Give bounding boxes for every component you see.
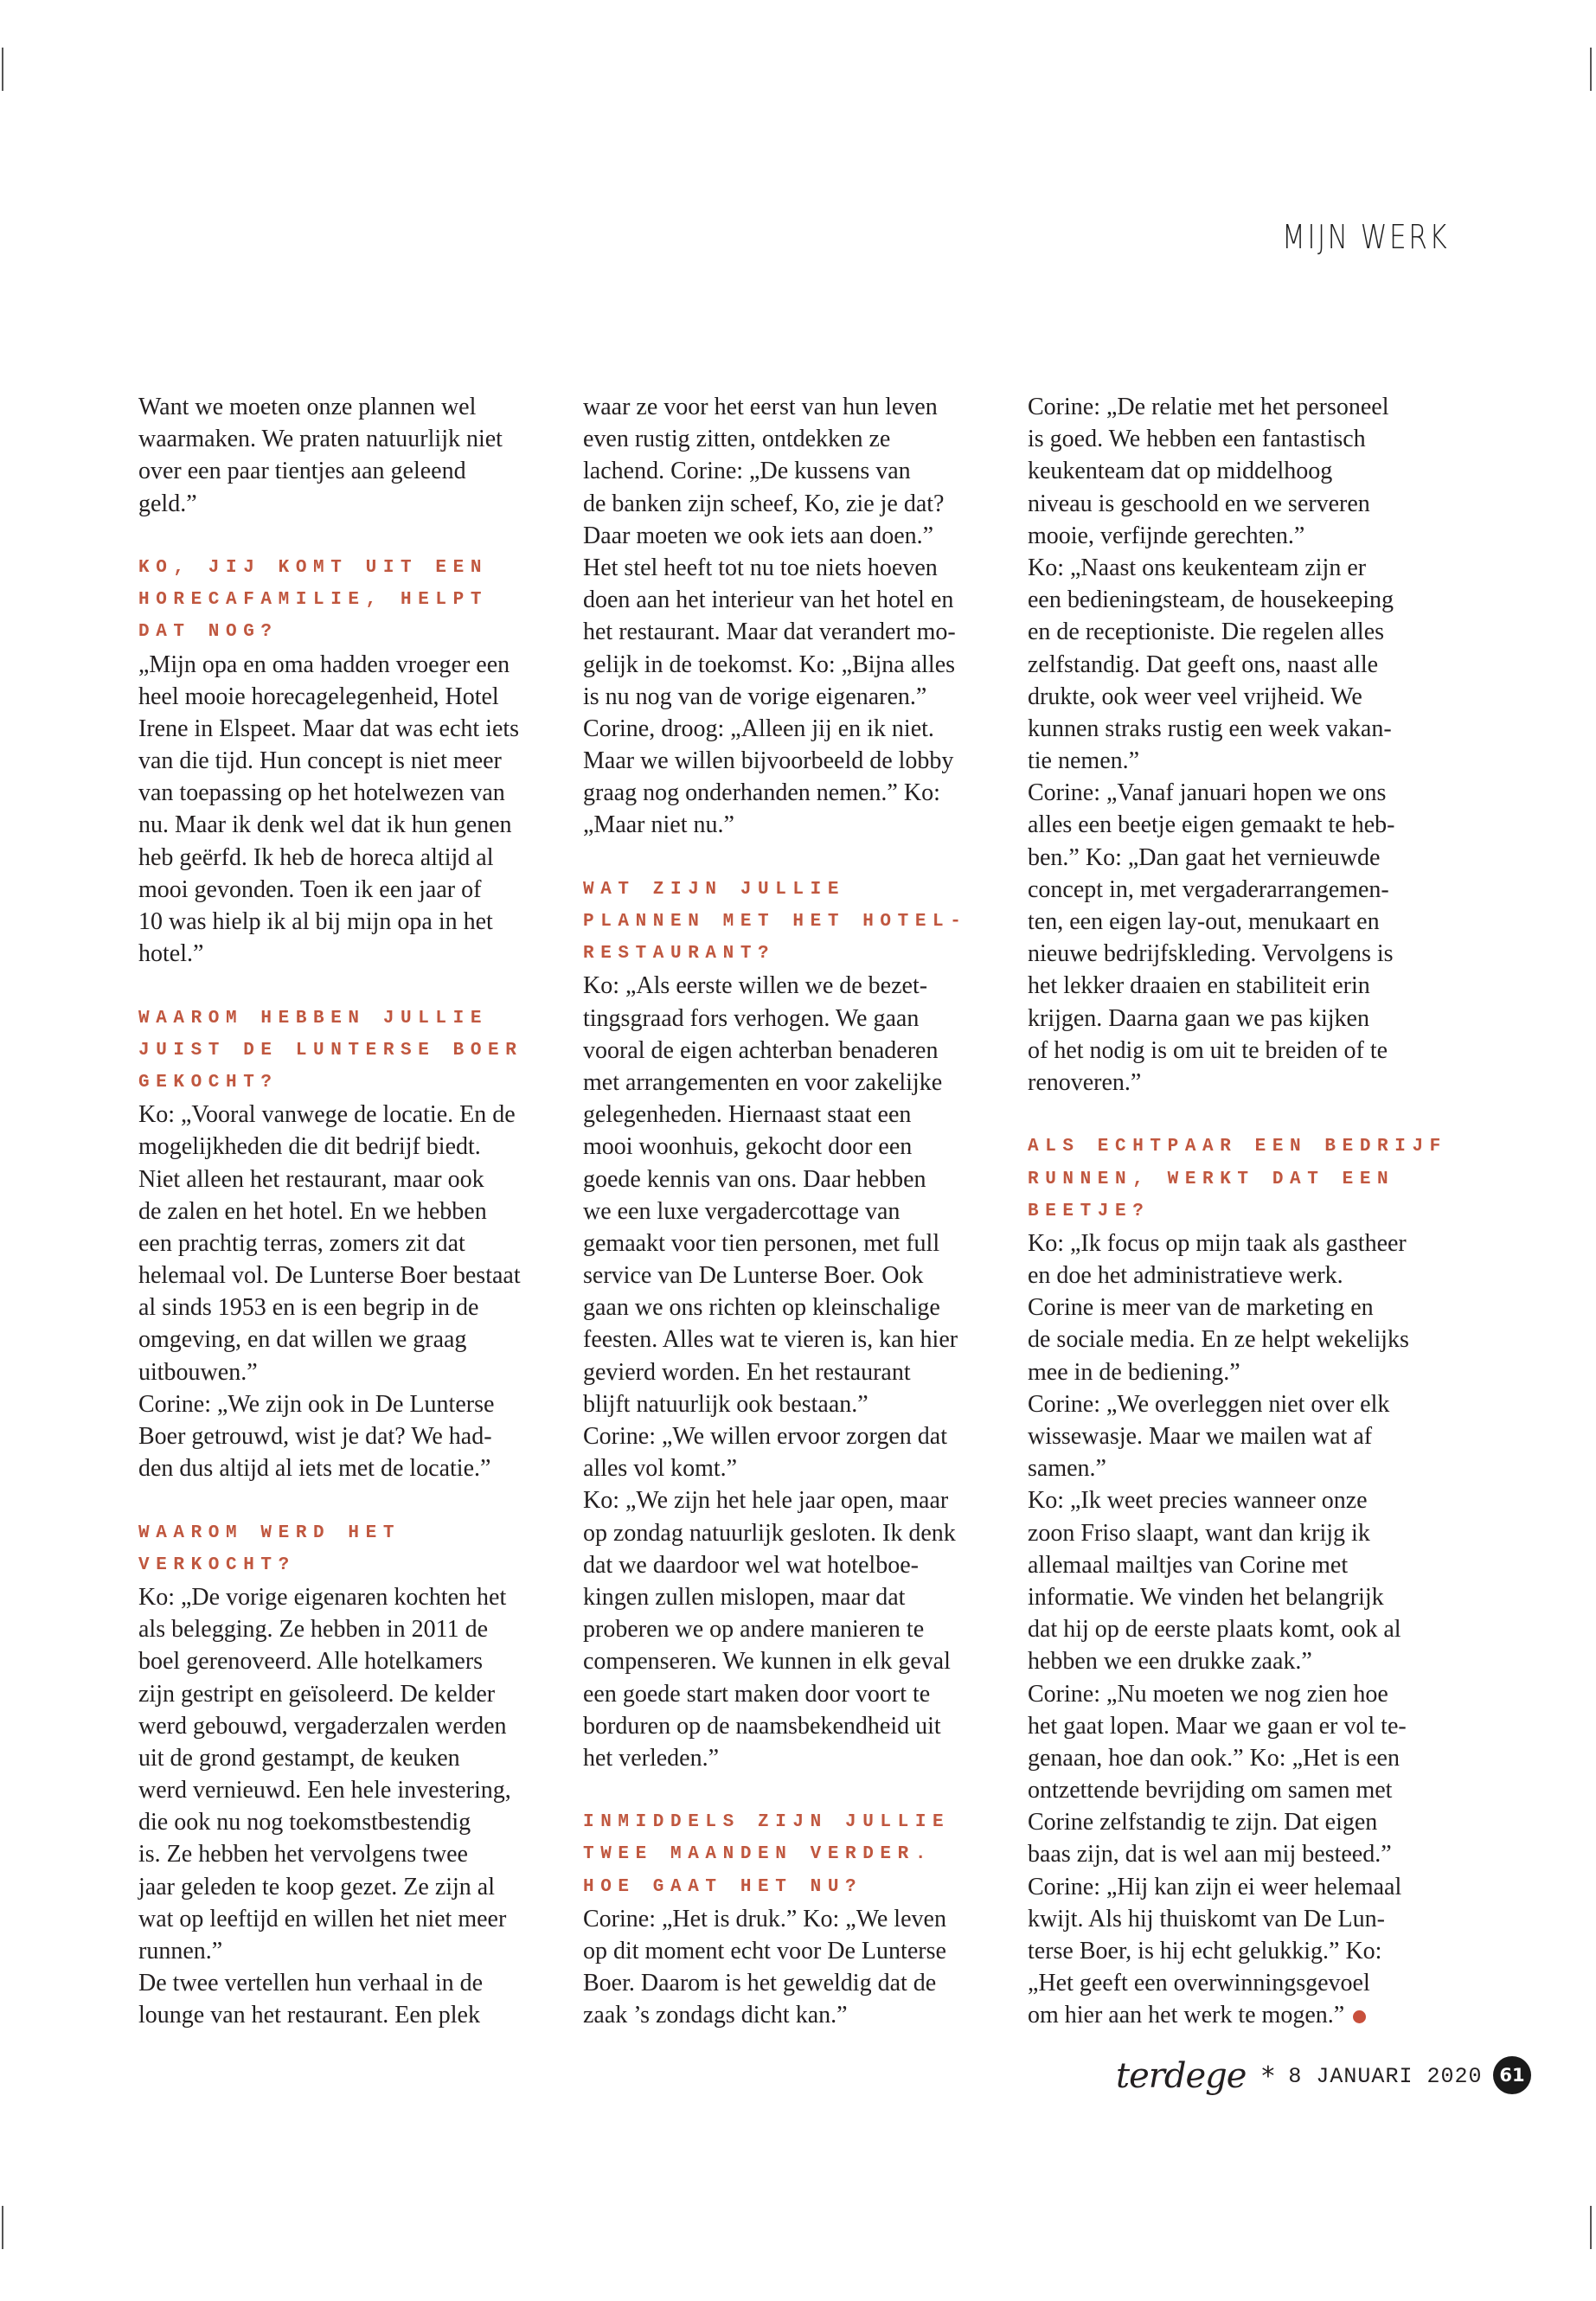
body-text-line [1028, 1774, 1443, 1806]
body-text: Irene in Elspeet. Maar dat was echt iets [138, 715, 520, 742]
body-text-line [138, 1131, 554, 1163]
body-text-line [138, 1871, 554, 1903]
body-text: krijgen. Daarna gaan we pas kijken [1028, 1004, 1369, 1032]
body-text: Ko: „Vooral vanwege de locatie. En de [138, 1101, 516, 1129]
subheading-line: VERKOCHT? [138, 1554, 296, 1575]
body-text: Corine: „Het is druk.” Ko: „We leven [583, 1905, 946, 1932]
body-text: is nu nog van de vorige eigenaren.” [583, 683, 927, 710]
body-text: uit de grond gestampt, de keuken [138, 1744, 460, 1772]
subheading-line: HORECAFAMILIE, HELPT [138, 590, 489, 611]
body-text: graag nog onderhanden nemen.” Ko: [583, 779, 940, 807]
body-text: een prachtig terras, zomers zit dat [138, 1229, 465, 1257]
body-text: mee in de bediening.” [1028, 1358, 1240, 1386]
body-text-line [583, 713, 998, 745]
body-text: dat hij op de eerste plaats komt, ook al [1028, 1616, 1401, 1644]
body-text: we een luxe vergadercottage van [583, 1197, 901, 1225]
subheading-line: INMIDDELS ZIJN JULLIE [583, 1812, 951, 1833]
body-text-line [583, 1292, 998, 1324]
body-text: mooi woonhuis, gekocht door een [583, 1133, 913, 1161]
body-text-line [583, 1003, 998, 1035]
subheading-line: WAT ZIJN JULLIE [583, 879, 846, 900]
body-text: helemaal vol. De Lunterse Boer bestaat [138, 1262, 521, 1290]
body-text: heel mooie horecagelegenheid, Hotel [138, 683, 499, 710]
body-text: even rustig zitten, ontdekken ze [583, 426, 891, 453]
body-text: mooi gevonden. Toen ik een jaar of [138, 875, 482, 903]
body-text: zoon Friso slaapt, want dan krijg ik [1028, 1519, 1370, 1547]
body-text: concept in, met vergaderarrangemen- [1028, 875, 1389, 903]
body-text-line [138, 842, 554, 874]
body-text: Ko: „De vorige eigenaren kochten het [138, 1583, 507, 1611]
body-text-line [583, 1388, 998, 1420]
body-text: Corine: „We overleggen niet over elk [1028, 1390, 1390, 1418]
body-text: van die tijd. Hun concept is niet meer [138, 747, 502, 775]
body-text: „Maar niet nu.” [583, 811, 734, 839]
body-text-line [583, 745, 998, 777]
article-column-1 [138, 391, 554, 2032]
body-text: de zalen en het hotel. En we hebben [138, 1197, 487, 1225]
body-text-line [138, 906, 554, 938]
body-text: heb geërfd. Ik heb de horeca altijd al [138, 843, 494, 871]
body-text-line [583, 455, 998, 487]
body-text: drukte, ook weer veel vrijheid. We [1028, 683, 1362, 710]
body-text: om hier aan het werk te mogen.” [1028, 2002, 1345, 2029]
body-text-line [138, 1838, 554, 1870]
body-text-line [583, 1259, 998, 1292]
body-text-line [583, 1935, 998, 1967]
section-gap [1028, 1099, 1443, 1131]
body-text: kingen zullen mislopen, maar dat [583, 1583, 906, 1611]
section-gap [583, 842, 998, 874]
body-text-line [583, 391, 998, 423]
crop-mark [1590, 2206, 1592, 2249]
body-text-line [138, 488, 554, 520]
article-column-2 [583, 391, 998, 2032]
body-text-line [138, 1388, 554, 1420]
body-text: Corine: „Hij kan zijn ei weer helemaal [1028, 1873, 1402, 1900]
body-text: borduren op de naamsbekendheid uit [583, 1712, 941, 1740]
body-text-line [583, 1710, 998, 1742]
body-text: mooie, verfijnde gerechten.” [1028, 522, 1305, 549]
body-text-line [1028, 1806, 1443, 1838]
body-text: tie nemen.” [1028, 747, 1140, 775]
body-text: werd vernieuwd. Een hele investering, [138, 1777, 511, 1804]
body-text-line [583, 809, 998, 841]
body-text-line [138, 1774, 554, 1806]
body-text-line [138, 1806, 554, 1838]
body-text: renoveren.” [1028, 1068, 1142, 1096]
body-text-line [1028, 1003, 1443, 1035]
body-text-line [1028, 938, 1443, 970]
body-text: en doe het administratieve werk. [1028, 1262, 1343, 1290]
body-text-line [138, 1195, 554, 1227]
body-text: mogelijkheden die dit bedrijf biedt. [138, 1133, 481, 1161]
body-text-line [138, 1742, 554, 1774]
body-text: goede kennis van ons. Daar hebben [583, 1165, 926, 1193]
body-text-line [1028, 1549, 1443, 1581]
body-text-line [583, 1581, 998, 1613]
body-text: allemaal mailtjes van Corine met [1028, 1551, 1349, 1579]
body-text-line [1028, 1388, 1443, 1420]
body-text: jaar geleden te koop gezet. Ze zijn al [138, 1873, 496, 1900]
body-text: feesten. Alles wat te vieren is, kan hier [583, 1326, 958, 1354]
body-text-line [1028, 649, 1443, 681]
article-column-3 [1028, 391, 1447, 2032]
body-text-line [583, 1131, 998, 1163]
body-text: een goede start maken door voort te [583, 1680, 931, 1708]
body-text: ontzettende bevrijding om samen met [1028, 1777, 1393, 1804]
body-text: van toepassing op het hotelwezen van [138, 779, 505, 807]
subheading-line: WAAROM HEBBEN JULLIE [138, 1008, 489, 1029]
body-text: Ko: „Naast ons keukenteam zijn er [1028, 554, 1367, 581]
body-text-line [1028, 1227, 1443, 1259]
body-text-line [583, 1163, 998, 1195]
section-gap [138, 520, 554, 552]
body-text-line [138, 1613, 554, 1645]
body-text-line [583, 1967, 998, 1999]
body-text-line [583, 1035, 998, 1067]
body-text-line [583, 1452, 998, 1484]
body-text: het gaat lopen. Maar we gaan er vol te- [1028, 1712, 1407, 1740]
crop-mark [2, 2206, 3, 2249]
body-text-line [1028, 423, 1443, 455]
body-text-line [583, 1067, 998, 1099]
section-gap [583, 1774, 998, 1806]
body-text: wissewasje. Maar we mailen wat af [1028, 1423, 1373, 1450]
body-text: lachend. Corine: „De kussens van [583, 458, 911, 485]
body-text: Corine is meer van de marketing en [1028, 1294, 1374, 1322]
body-text: alles een beetje eigen gemaakt te heb- [1028, 811, 1395, 839]
subheading-line: JUIST DE LUNTERSE BOER [138, 1040, 523, 1061]
body-text: een bedieningsteam, de housekeeping [1028, 586, 1394, 614]
body-text-line [1028, 1517, 1443, 1549]
body-text-line [138, 1967, 554, 1999]
body-text-line [1028, 1420, 1443, 1452]
body-text: genaan, hoe dan ook.” Ko: „Het is een [1028, 1744, 1400, 1772]
asterisk-separator: * [1261, 2061, 1275, 2092]
body-text-line [1028, 584, 1443, 616]
body-text: gevierd worden. En het restaurant [583, 1358, 911, 1386]
body-text: Corine: „We zijn ook in De Lunterse [138, 1390, 495, 1418]
body-text: kunnen straks rustig een week vakan- [1028, 715, 1392, 742]
section-gap [138, 1484, 554, 1516]
body-text-line [138, 1356, 554, 1388]
body-text-line [583, 1484, 998, 1516]
body-text: Want we moeten onze plannen wel [138, 394, 477, 420]
body-text: waarmaken. We praten natuurlijk niet [138, 426, 503, 453]
body-text: proberen we op andere manieren te [583, 1616, 925, 1644]
body-text: tingsgraad fors verhogen. We gaan [583, 1004, 920, 1032]
body-text: niveau is geschoold en we serveren [1028, 490, 1370, 517]
body-text: op zondag natuurlijk gesloten. Ik denk [583, 1519, 956, 1547]
body-text-line [138, 713, 554, 745]
body-text: 10 was hielp ik al bij mijn opa in het [138, 908, 493, 935]
section-title: MIJN WERK [1282, 218, 1450, 256]
body-text-line [583, 1742, 998, 1774]
body-text-line [1028, 681, 1443, 713]
subheading-line: WAAROM WERD HET [138, 1522, 401, 1543]
body-text: gemaakt voor tien personen, met full [583, 1229, 940, 1257]
magazine-logo: terdege [1116, 2056, 1247, 2096]
body-text-line [583, 1420, 998, 1452]
body-text-line [1028, 1324, 1443, 1356]
body-text-line [1028, 552, 1443, 584]
subheading-line: KO, JIJ KOMT UIT EEN [138, 557, 489, 578]
body-text: gelegenheden. Hiernaast staat een [583, 1101, 912, 1129]
page-number: 61 [1493, 2056, 1531, 2094]
body-text: zelfstandig. Dat geeft ons, naast alle [1028, 651, 1379, 678]
body-text-line [138, 1999, 554, 2031]
body-text-line [1028, 1292, 1443, 1324]
body-text: dat we daardoor wel wat hotelboe- [583, 1551, 919, 1579]
body-text-line [1028, 1678, 1443, 1710]
body-text-line [1028, 1356, 1443, 1388]
body-text: „Mijn opa en oma hadden vroeger een [138, 651, 510, 678]
body-text-line [583, 777, 998, 809]
body-text: wat op leeftijd en willen het niet meer [138, 1905, 507, 1932]
body-text: zaak ’s zondags dicht kan.” [583, 2002, 848, 2029]
body-text-line [1028, 455, 1443, 487]
crop-mark [2, 48, 3, 91]
subheading-line: TWEE MAANDEN VERDER. [583, 1844, 933, 1865]
body-text-line [583, 423, 998, 455]
body-text-line [1028, 842, 1443, 874]
body-text: over een paar tientjes aan geleend [138, 458, 466, 485]
body-text: waar ze voor het eerst van hun leven [583, 394, 938, 420]
body-text: Boer. Daarom is het geweldig dat de [583, 1970, 937, 1997]
body-text-line [1028, 1035, 1443, 1067]
body-text: hotel.” [138, 940, 204, 968]
body-text-line [1028, 488, 1443, 520]
page-footer [1116, 2050, 1482, 2102]
body-text: lounge van het restaurant. Een plek [138, 2002, 480, 2029]
body-text-line [583, 970, 998, 1002]
subheading-line: PLANNEN MET HET HOTEL- [583, 912, 968, 932]
subheading-line: HOE GAAT HET NU? [583, 1876, 863, 1897]
body-text: uitbouwen.” [138, 1358, 258, 1386]
body-text-line [583, 584, 998, 616]
body-text: Het stel heeft tot nu toe niets hoeven [583, 554, 938, 581]
body-text-line [138, 455, 554, 487]
body-text-line [138, 745, 554, 777]
body-text: het verleden.” [583, 1744, 720, 1772]
body-text-line [1028, 1935, 1443, 1967]
body-text-line [138, 649, 554, 681]
body-text: hebben we een drukke zaak.” [1028, 1648, 1312, 1676]
body-text: den dus altijd al iets met de locatie.” [138, 1455, 491, 1483]
body-text: runnen.” [138, 1938, 223, 1965]
body-text: werd gebouwd, vergaderzalen werden [138, 1712, 507, 1740]
body-text: compenseren. We kunnen in elk geval [583, 1648, 951, 1676]
body-text-line [138, 1292, 554, 1324]
body-text: of het nodig is om uit te breiden of te [1028, 1036, 1388, 1064]
body-text-line [1028, 1645, 1443, 1677]
body-text-line [583, 649, 998, 681]
body-text-line [583, 552, 998, 584]
body-text-line [1028, 520, 1443, 552]
body-text: ten, een eigen lay-out, menukaart en [1028, 908, 1380, 935]
subheading-line: DAT NOG? [138, 622, 279, 643]
body-text-line [138, 938, 554, 970]
body-text: het lekker draaien en stabiliteit erin [1028, 972, 1370, 1000]
body-text: Boer getrouwd, wist je dat? We had- [138, 1423, 492, 1450]
body-text-line [1028, 809, 1443, 841]
body-text: vooral de eigen achterban benaderen [583, 1036, 939, 1064]
body-text-line [583, 1903, 998, 1935]
body-text-line [138, 681, 554, 713]
body-text: boel gerenoveerd. Alle hotelkamers [138, 1648, 484, 1676]
body-text: zijn gestript en geïsoleerd. De kelder [138, 1680, 496, 1708]
body-text: baas zijn, dat is wel aan mij besteed.” [1028, 1841, 1392, 1868]
body-text: Ko: „Als eerste willen we de bezet- [583, 972, 928, 1000]
body-text-line [583, 1678, 998, 1710]
body-text: samen.” [1028, 1455, 1106, 1483]
body-text-line [1028, 874, 1443, 906]
subheading-line: ALS ECHTPAAR EEN BEDRIJF [1028, 1137, 1447, 1157]
body-text-line [1028, 1452, 1443, 1484]
crop-mark [1590, 48, 1592, 91]
body-text-line [138, 874, 554, 906]
body-text-line [583, 1195, 998, 1227]
body-text-line [1028, 616, 1443, 648]
body-text-line [1028, 906, 1443, 938]
body-text-line [583, 520, 998, 552]
subheading-line: RUNNEN, WERKT DAT EEN [1028, 1169, 1395, 1189]
body-text: „Het geeft een overwinningsgevoel [1028, 1970, 1370, 1997]
body-text-line [583, 1549, 998, 1581]
subheading-line: BEETJE? [1028, 1201, 1151, 1221]
body-text: omgeving, en dat willen we graag [138, 1326, 467, 1354]
body-text: Daar moeten we ook iets aan doen.” [583, 522, 934, 549]
body-text-line [1028, 1581, 1443, 1613]
body-text-line [138, 1581, 554, 1613]
body-text-line [138, 1452, 554, 1484]
body-text: is. Ze hebben het vervolgens twee [138, 1841, 468, 1868]
body-text-line [138, 809, 554, 841]
body-text-line [583, 681, 998, 713]
body-text-line [583, 1356, 998, 1388]
body-text-line [583, 1999, 998, 2031]
body-text: Ko: „Ik weet precies wanneer onze [1028, 1487, 1368, 1515]
body-text-line [583, 1613, 998, 1645]
body-text-line [138, 1935, 554, 1967]
body-text-line [583, 488, 998, 520]
body-text-line [1028, 1967, 1443, 1999]
body-text-line [1028, 1838, 1443, 1870]
body-text: Corine: „Vanaf januari hopen we ons [1028, 779, 1387, 807]
section-gap [138, 970, 554, 1002]
body-text-line [1028, 1259, 1443, 1292]
body-text: die ook nu nog toekomstbestendig [138, 1809, 471, 1836]
body-text: nu. Maar ik denk wel dat ik hun genen [138, 811, 512, 839]
subheading-line: RESTAURANT? [583, 944, 776, 965]
body-text-line [138, 777, 554, 809]
body-text-line [1028, 1903, 1443, 1935]
body-text-line [1028, 1067, 1443, 1099]
body-text-line [138, 1227, 554, 1259]
body-text-line [583, 1645, 998, 1677]
body-text: Niet alleen het restaurant, maar ook [138, 1165, 484, 1193]
body-text: Corine, droog: „Alleen jij en ik niet. [583, 715, 934, 742]
body-text-line [138, 423, 554, 455]
body-text-line [1028, 391, 1443, 423]
body-text: Corine zelfstandig te zijn. Dat eigen [1028, 1809, 1378, 1836]
body-text-line [583, 1099, 998, 1131]
body-text: als belegging. Ze hebben in 2011 de [138, 1616, 489, 1644]
body-text: Corine: „Nu moeten we nog zien hoe [1028, 1680, 1388, 1708]
issue-date: 8 JANUARI 2020 [1288, 2063, 1483, 2089]
body-text-line [138, 391, 554, 423]
body-text: De twee vertellen hun verhaal in de [138, 1970, 484, 1997]
body-text: keukenteam dat op middelhoog [1028, 458, 1333, 485]
body-text: nieuwe bedrijfskleding. Vervolgens is [1028, 940, 1394, 968]
body-text-line [138, 1678, 554, 1710]
end-mark-icon [1353, 2010, 1366, 2023]
body-text-line [1028, 1742, 1443, 1774]
body-text: geld.” [138, 490, 197, 517]
body-text-line [1028, 1871, 1443, 1903]
body-text-line [1028, 1613, 1443, 1645]
subheading-line: GEKOCHT? [138, 1072, 279, 1093]
body-text: Corine: „De relatie met het personeel [1028, 394, 1389, 420]
body-text: en de receptioniste. Die regelen alles [1028, 619, 1385, 646]
body-text-line [138, 1420, 554, 1452]
body-text-line [583, 1517, 998, 1549]
body-text-line [1028, 713, 1443, 745]
body-text: al sinds 1953 en is een begrip in de [138, 1294, 479, 1322]
body-text: gelijk in de toekomst. Ko: „Bijna alles [583, 651, 956, 678]
body-text-line [1028, 1484, 1443, 1516]
body-text-line [583, 1227, 998, 1259]
body-text-line [138, 1259, 554, 1292]
body-text-line [1028, 745, 1443, 777]
body-text-line [1028, 1999, 1443, 2031]
body-text: Ko: „Ik focus op mijn taak als gastheer [1028, 1229, 1407, 1257]
body-text: blijft natuurlijk ook bestaan.” [583, 1390, 869, 1418]
body-text: Corine: „We willen ervoor zorgen dat [583, 1423, 947, 1450]
body-text: Ko: „We zijn het hele jaar open, maar [583, 1487, 949, 1515]
body-text-line [138, 1163, 554, 1195]
body-text: kwijt. Als hij thuiskomt van De Lun- [1028, 1905, 1385, 1932]
body-text: informatie. We vinden het belangrijk [1028, 1583, 1384, 1611]
body-text-line [138, 1645, 554, 1677]
body-text: de banken zijn scheef, Ko, zie je dat? [583, 490, 945, 517]
body-text-line [1028, 970, 1443, 1002]
body-text: is goed. We hebben een fantastisch [1028, 426, 1366, 453]
body-text: de sociale media. En ze helpt wekelijks [1028, 1326, 1409, 1354]
body-text: met arrangementen en voor zakelijke [583, 1068, 943, 1096]
body-text: ben.” Ko: „Dan gaat het vernieuwde [1028, 843, 1381, 871]
body-text-line [1028, 777, 1443, 809]
body-text-line [583, 616, 998, 648]
body-text-line [138, 1710, 554, 1742]
body-text: alles vol komt.” [583, 1455, 738, 1483]
body-text: Maar we willen bijvoorbeeld de lobby [583, 747, 954, 775]
body-text: doen aan het interieur van het hotel en [583, 586, 954, 614]
body-text: op dit moment echt voor De Lunterse [583, 1938, 946, 1965]
body-text-line [583, 1324, 998, 1356]
body-text: service van De Lunterse Boer. Ook [583, 1262, 924, 1290]
body-text: gaan we ons richten op kleinschalige [583, 1294, 940, 1322]
body-text-line [1028, 1710, 1443, 1742]
body-text: het restaurant. Maar dat verandert mo- [583, 619, 956, 646]
body-text-line [138, 1099, 554, 1131]
body-text-line [138, 1903, 554, 1935]
body-text-line [138, 1324, 554, 1356]
body-text: terse Boer, is hij echt gelukkig.” Ko: [1028, 1938, 1382, 1965]
